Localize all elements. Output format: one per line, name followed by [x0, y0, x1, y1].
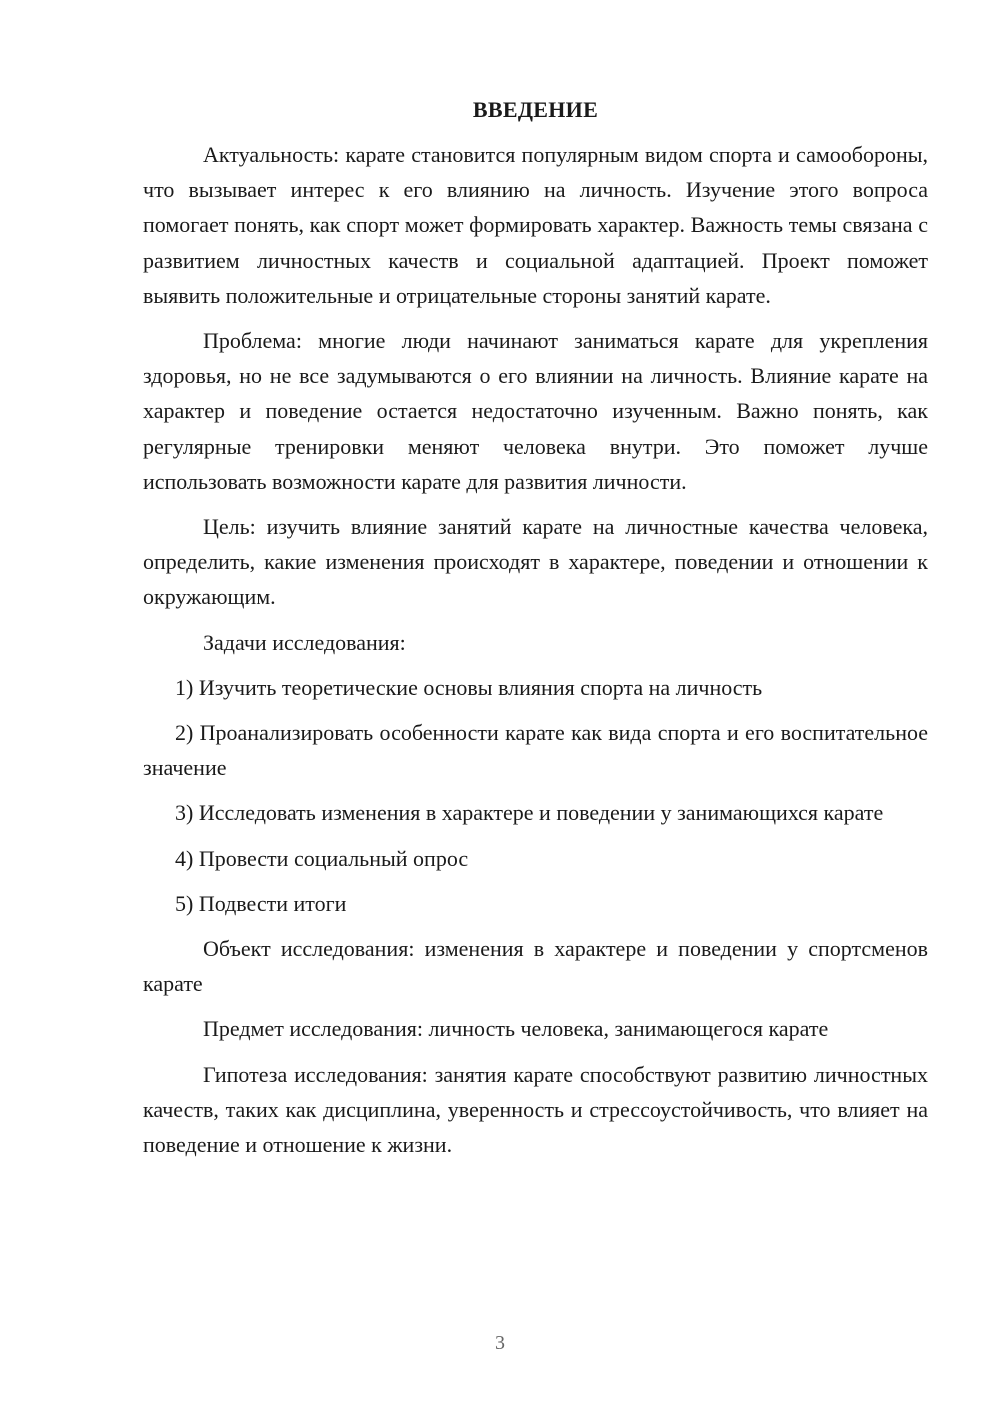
- list-item-task-1: 1) Изучить теоретические основы влияния спорта на личность: [175, 674, 763, 700]
- list-item-task-2: 2) Проанализировать особенности карате как вида спорта и его воспитательное значение: [143, 720, 928, 781]
- page-number: 3: [495, 1332, 505, 1354]
- paragraph-object: Объект исследования: изменения в характере и поведении у спортсменов карате: [143, 936, 928, 997]
- paragraph-goal: Цель: изучить влияние занятий карате на личностные качества человека, определить, какие изменения происходят в характере, поведении и отношении к окружающим.: [143, 514, 928, 610]
- paragraph-relevance: Актуальность: карате становится популярным видом спорта и самообороны, что вызывает интерес к его влиянию на личность. Изучение этого вопроса помогает понять, как спорт может формировать характер. Важность темы связана с развитием личностных качеств и социальной адаптацией. Проект поможет выявить положительные и отрицательные стороны занятий карате.: [143, 142, 928, 308]
- paragraph-problem: Проблема: многие люди начинают заниматься карате для укрепления здоровья, но не все задумываются о его влиянии на личность. Влияние карате на характер и поведение остается недостаточно изученным. Важно понять, как регулярные тренировки меняют человека внутри. Это поможет лучше использовать возможности карате для развития личности.: [143, 328, 928, 494]
- page-title: ВВЕДЕНИЕ: [472, 97, 599, 122]
- list-item-task-5: 5) Подвести итоги: [175, 890, 347, 916]
- list-item-task-3: 3) Исследовать изменения в характере и поведении у занимающихся карате: [175, 800, 884, 826]
- paragraph-hypothesis: Гипотеза исследования: занятия карате способствуют развитию личностных качеств, таких как дисциплина, уверенность и стрессоустойчивость, что влияет на поведение и отношение к жизни.: [143, 1061, 928, 1158]
- paragraph-subject: Предмет исследования: личность человека, занимающегося карате: [203, 1016, 829, 1042]
- document-page: [143, 95, 928, 1172]
- tasks-heading: Задачи исследования:: [203, 629, 406, 655]
- list-item-task-4: 4) Провести социальный опрос: [175, 845, 469, 871]
